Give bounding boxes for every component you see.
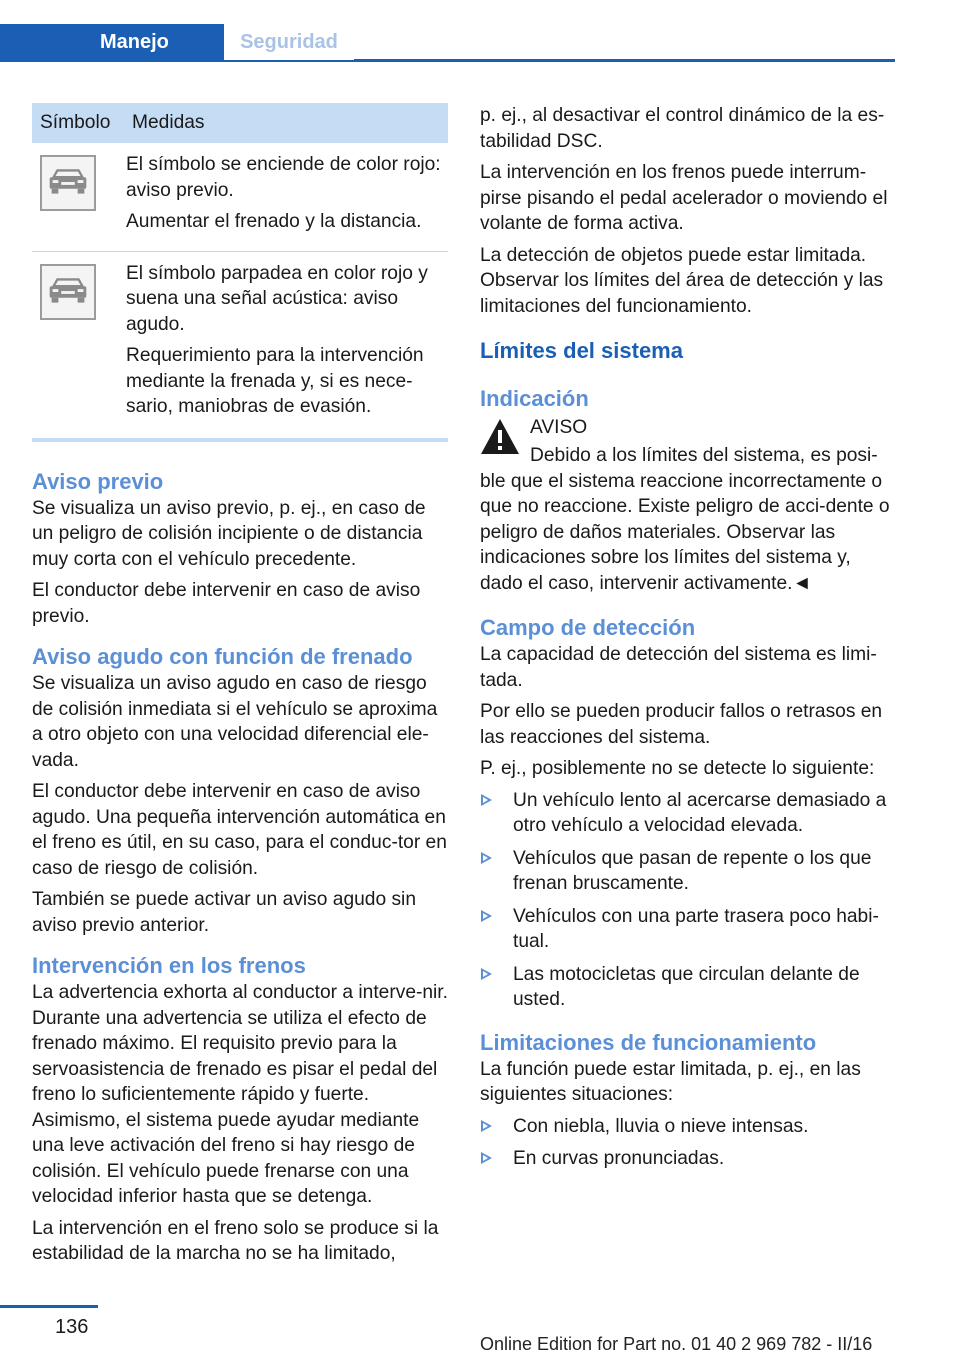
warning-text: Debido a los límites del sistema, es posi‐ble que el sistema reaccione incorrectamente o que no reaccione. Existe peligro de acci‐dente o peligro de daños materiales. Observar las indicaciones sobre los límites del sistema y, dado el caso, intervenir activamente.◄ (480, 445, 890, 594)
paragraph: La intervención en los frenos puede interrum‐pirse pisando el pedal acelerador o moviendo el volante de forma activa. (480, 162, 888, 234)
paragraph: Se visualiza un aviso agudo en caso de riesgo de colisión inmediata si el vehículo se aproxima a otro objeto con una velocidad diferencial ele‐vada. (32, 673, 438, 771)
list-item: Con niebla, lluvia o nieve intensas. (480, 1114, 896, 1140)
warning-title: AVISO (530, 417, 588, 438)
paragraph: P. ej., posiblemente no se detecte lo siguiente: (480, 758, 875, 779)
tab-seguridad[interactable]: Seguridad (224, 24, 354, 60)
list-item: Un vehículo lento al acercarse demasiado a otro vehículo a velocidad elevada. (480, 788, 896, 839)
paragraph: La intervención en el freno solo se produce si la estabilidad de la marcha no se ha limitado, (32, 1217, 439, 1264)
heading-campo-deteccion: Campo de detección (480, 615, 696, 640)
footer-rule (0, 1305, 98, 1308)
tab-manejo[interactable]: Manejo (0, 24, 224, 60)
paragraph: La advertencia exhorta al conductor a interve‐nir. Durante una advertencia se utiliza el efecto de frenado máximo. El requisito previo para la servoasistencia de frenado es pisar el pedal del freno lo suficientemente rápido y fuerte. Asimismo, el sistema puede ayudar mediante una leve activación del freno si hay riesgo de colisión. El vehículo puede frenarse con una velocidad inferior hasta que se detenga. (32, 982, 448, 1207)
right-column (480, 103, 896, 1179)
bullet-list-detection (480, 788, 896, 1013)
paragraph: La función puede estar limitada, p. ej., en las siguientes situaciones: (480, 1058, 861, 1105)
warning-triangle-icon (480, 417, 520, 457)
paragraph: El conductor debe intervenir en caso de aviso agudo. Una pequeña intervención automática en el freno es útil, en su caso, para el conduc‐tor en caso de riesgo de colisión. (32, 781, 447, 879)
heading-intervencion-frenos: Intervención en los frenos (32, 953, 306, 978)
measure-text: El símbolo parpadea en color rojo y suena una señal acústica: aviso agudo. (126, 262, 428, 335)
bullet-triangle-icon (481, 852, 492, 864)
list-item: Las motocicletas que circulan delante de usted. (480, 962, 896, 1013)
car-icon (40, 155, 96, 211)
col-header-symbol: Símbolo (32, 103, 124, 143)
table-row (32, 143, 448, 251)
measure-text: El símbolo se enciende de color rojo: aviso previo. (126, 154, 441, 201)
list-item: Vehículos con una parte trasera poco habi‐tual. (480, 904, 896, 955)
paragraph: La capacidad de detección del sistema es limi‐tada. (480, 644, 877, 691)
heading-limites-sistema: Límites del sistema (480, 338, 683, 363)
measure-text: Aumentar el frenado y la distancia. (126, 211, 422, 232)
bullet-list-limitations (480, 1114, 896, 1172)
bullet-triangle-icon (481, 910, 492, 922)
edition-text: Online Edition for Part no. 01 40 2 969 782 - II/16 (480, 1334, 873, 1354)
paragraph: Se visualiza un aviso previo, p. ej., en caso de un peligro de colisión incipiente o de distancia muy corta con el vehículo precedente. (32, 497, 426, 570)
paragraph: La detección de objetos puede estar limitada. Observar los límites del área de detección y las limitaciones del funcionamiento. (480, 244, 884, 317)
bullet-triangle-icon (481, 794, 492, 806)
heading-limitaciones: Limitaciones de funcionamiento (480, 1029, 817, 1055)
car-icon (40, 264, 96, 320)
col-header-measures: Medidas (124, 103, 448, 143)
symbol-table (32, 103, 448, 442)
list-item: En curvas pronunciadas. (480, 1146, 896, 1172)
bullet-triangle-icon (481, 1120, 492, 1132)
paragraph: Por ello se pueden producir fallos o retrasos en las reacciones del sistema. (480, 701, 883, 748)
heading-aviso-agudo: Aviso agudo con función de frenado (32, 644, 413, 669)
left-column (32, 103, 448, 1273)
heading-indicacion: Indicación (480, 386, 589, 411)
page-number: 136 (55, 1316, 89, 1338)
paragraph: p. ej., al desactivar el control dinámico de la es‐tabilidad DSC. (480, 105, 885, 152)
measure-text: Requerimiento para la intervención mediante la frenada y, si es nece‐sario, maniobras de evasión. (126, 345, 424, 417)
bullet-triangle-icon (481, 968, 492, 980)
table-row (32, 251, 448, 440)
heading-aviso-previo: Aviso previo (32, 468, 164, 494)
bullet-triangle-icon (481, 1152, 492, 1164)
paragraph: El conductor debe intervenir en caso de aviso previo. (32, 580, 421, 627)
list-item: Vehículos que pasan de repente o los que frenan bruscamente. (480, 846, 896, 897)
section-tabs (0, 24, 895, 62)
paragraph: También se puede activar un aviso agudo sin aviso previo anterior. (32, 889, 416, 936)
